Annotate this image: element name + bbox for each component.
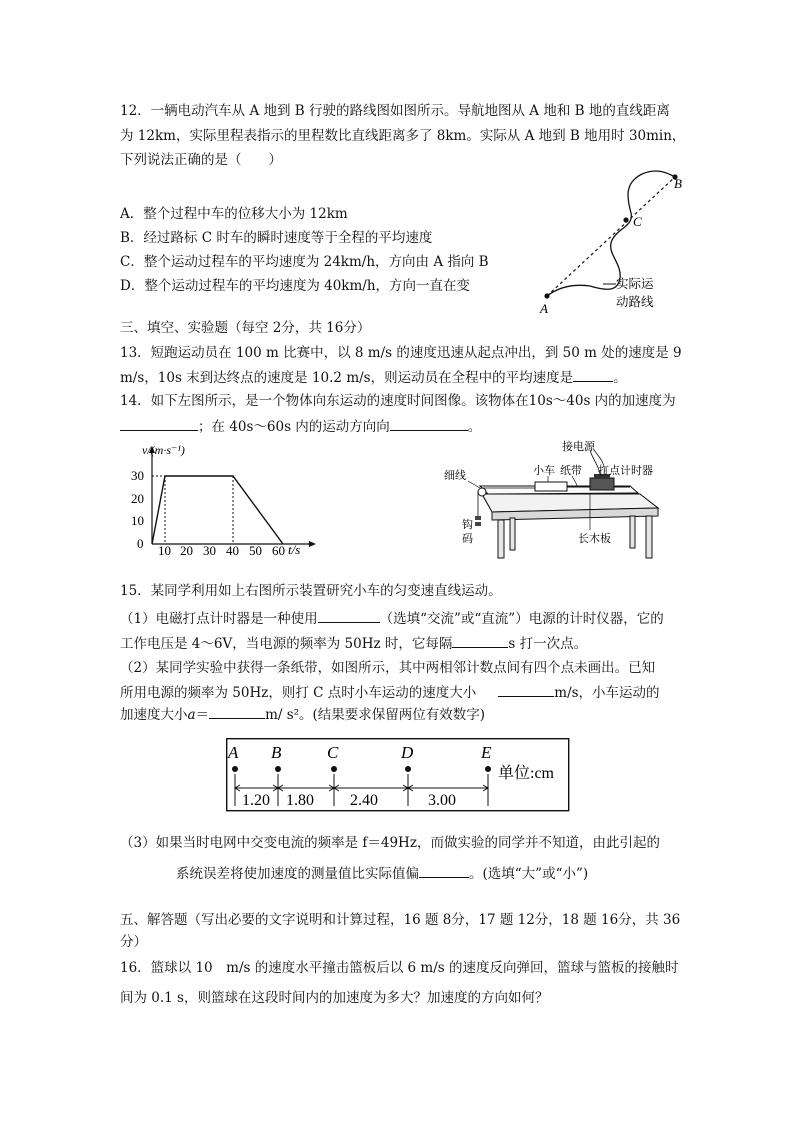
q13-line2 [120, 367, 627, 388]
tape-dot-d [405, 766, 411, 772]
q15-bias-blank[interactable] [419, 863, 469, 878]
board-label: 长木板 [578, 533, 611, 545]
car-label: 小车 [533, 465, 555, 477]
q15-velocity-blank[interactable] [498, 682, 554, 697]
apparatus-figure [440, 436, 670, 564]
q15-accel-blank[interactable] [209, 704, 265, 719]
vt-xlabel: t/s [288, 542, 301, 557]
tape-unit: 单位:cm [498, 765, 554, 782]
timer-label: 打点计时器 [598, 465, 653, 477]
q15-p3-line2-b: 。(选填“大”或“小”) [469, 866, 589, 882]
tape-label: 纸带 [560, 465, 582, 477]
label-c: C [633, 214, 642, 229]
x-tick-10: 10 [158, 543, 171, 558]
q15-p2-line1-real: （2）某同学实验中获得一条纸带，如图所示，其中两相邻计数点间有四个点未画出。已知 [120, 660, 656, 676]
path-label-1: 实际运 [616, 277, 654, 291]
q15-var-a: a [187, 707, 196, 723]
point-a-dot [544, 293, 549, 298]
q15-p2-line3-a: 加速度大小 [120, 707, 188, 723]
section5-line1: 五、解答题（写出必要的文字说明和计算过程，16 题 8分，17 题 12分，18 题 16分，共 36 [120, 912, 681, 928]
q15-equals: ＝ [195, 707, 210, 723]
tape-figure [226, 738, 572, 814]
x-tick-40: 40 [226, 543, 239, 558]
dist-ab: 1.20 [242, 792, 270, 809]
y-tick-10: 10 [131, 513, 144, 528]
q14-line1: 14．如下左图所示，是一个物体向东运动的速度时间图像。该物体在10s～40s 内的加速度为 [120, 393, 676, 409]
q15-p3-line2-a: 系统误差将使加速度的测量值比实际值偏 [176, 866, 419, 882]
q12-option-c[interactable]: C．整个运动过程车的平均速度为 24km/h，方向由 A 指向 B [120, 254, 489, 270]
dist-de: 3.00 [428, 792, 456, 809]
label-a: A [540, 301, 548, 316]
vt-graph [112, 438, 322, 560]
q13-answer-blank[interactable] [573, 367, 613, 382]
q14-line2-mid: ；在 40s～60s 内的运动方向向 [198, 419, 390, 435]
q12-option-b[interactable]: B．经过路标 C 时车的瞬时速度等于全程的平均速度 [120, 230, 433, 246]
q14-line2 [120, 416, 481, 437]
dist-bc: 1.80 [286, 792, 314, 809]
y-tick-20: 20 [131, 491, 144, 506]
route-figure [530, 168, 700, 318]
y-tick-30: 30 [131, 468, 144, 483]
tape-label-c: C [327, 743, 339, 762]
q12-line1: 12．一辆电动汽车从 A 地到 B 行驶的路线图如图所示。导航地图从 A 地和 B 地的直线距离 [120, 103, 670, 119]
tape-dot-c [331, 766, 337, 772]
q14-accel-blank[interactable] [120, 416, 198, 431]
q16-line2: 间为 0.1 s，则篮球在这段时间内的加速度为多大？加速度的方向如何？ [120, 990, 549, 1006]
q15-ac-dc-blank[interactable] [318, 608, 380, 623]
section5-line2: 分） [120, 934, 147, 950]
q12-line3: 下列说法正确的是（ ） [120, 152, 282, 168]
dist-cd: 2.40 [350, 792, 378, 809]
q13-line2-text: m/s，10s 末到达终点的速度是 10.2 m/s，则运动员在全程中的平均速度是 [120, 370, 574, 386]
y-tick-0: 0 [137, 536, 144, 551]
tape-dot-a [232, 766, 238, 772]
q15-p3-line1: （3）如果当时电网中交变电流的频率是 f＝49Hz，而做实验的同学并不知道，由此引起的 [120, 835, 660, 851]
tape-dot-e [485, 766, 491, 772]
x-tick-50: 50 [249, 543, 262, 558]
q15-p1-line1-a: （1）电磁打点计时器是一种使用 [120, 611, 318, 627]
q16-line1: 16．篮球以 10 m/s 的速度水平撞击篮板后以 6 m/s 的速度反向弹回，篮球与篮板的接触时 [120, 960, 679, 976]
power-label: 接电源 [562, 441, 595, 453]
q15-p2-line3-b: m/ s²。(结果要求保留两位有效数字) [265, 707, 486, 723]
path-label-2: 动路线 [616, 295, 654, 309]
q12-option-a[interactable]: A．整个过程中车的位移大小为 12km [120, 206, 348, 222]
q15-p1-line2-a: 工作电压是 4～6V，当电源的频率为 50Hz 时，它每隔 [120, 636, 453, 652]
x-tick-20: 20 [180, 543, 193, 558]
x-tick-60: 60 [272, 543, 285, 558]
section3-heading: 三、填空、实验题（每空 2分，共 16分） [120, 320, 371, 336]
q15-p2-line2-b: m/s，小车运动的 [554, 685, 660, 701]
weight-label-1: 钩 [462, 519, 473, 531]
q15-interval-blank[interactable] [452, 633, 508, 648]
q13-line2-end: 。 [613, 370, 627, 386]
weight-label-2: 码 [462, 533, 473, 545]
label-b: B [674, 176, 682, 191]
q15-p1-line2 [120, 633, 587, 654]
q14-direction-blank[interactable] [390, 416, 468, 431]
q15-p2-line2-a: 所用电源的频率为 50Hz，则打 C 点时小车运动的速度大小 [120, 685, 477, 701]
q13-line1: 13．短跑运动员在 100 m 比赛中，以 8 m/s 的速度迅速从起点冲出，到 50 m 处的速度是 9 [120, 345, 682, 361]
point-c-dot [623, 217, 628, 222]
x-tick-30: 30 [203, 543, 216, 558]
q15-p2-line2 [120, 682, 660, 703]
q15-intro: 15．某同学利用如上右图所示装置研究小车的匀变速直线运动。 [120, 583, 502, 599]
q12-line2: 为 12km，实际里程表指示的里程数比直线距离多了 8km。实际从 A 地到 B 地用时 30min， [120, 128, 686, 144]
q15-p3-line2 [176, 863, 588, 884]
tape-label-e: E [481, 743, 492, 762]
q15-p2-line3 [120, 704, 485, 725]
q15-p1-line2-b: s 打一次点。 [508, 636, 588, 652]
q15-p1-line1 [120, 608, 664, 629]
tape-label-d: D [401, 743, 414, 762]
string-label: 细线 [444, 470, 466, 482]
tape-label-b: B [271, 743, 282, 762]
tape-dot-b [275, 766, 281, 772]
q15-p1-line1-b: （选填“交流”或“直流”）电源的计时仪器，它的 [379, 611, 664, 627]
q12-option-d[interactable]: D．整个运动过程车的平均速度为 40km/h，方向一直在变 [120, 278, 471, 294]
q14-line2-end: 。 [467, 419, 482, 435]
vt-ylabel: v/(m·s⁻¹) [142, 443, 185, 457]
tape-label-a: A [228, 743, 239, 762]
